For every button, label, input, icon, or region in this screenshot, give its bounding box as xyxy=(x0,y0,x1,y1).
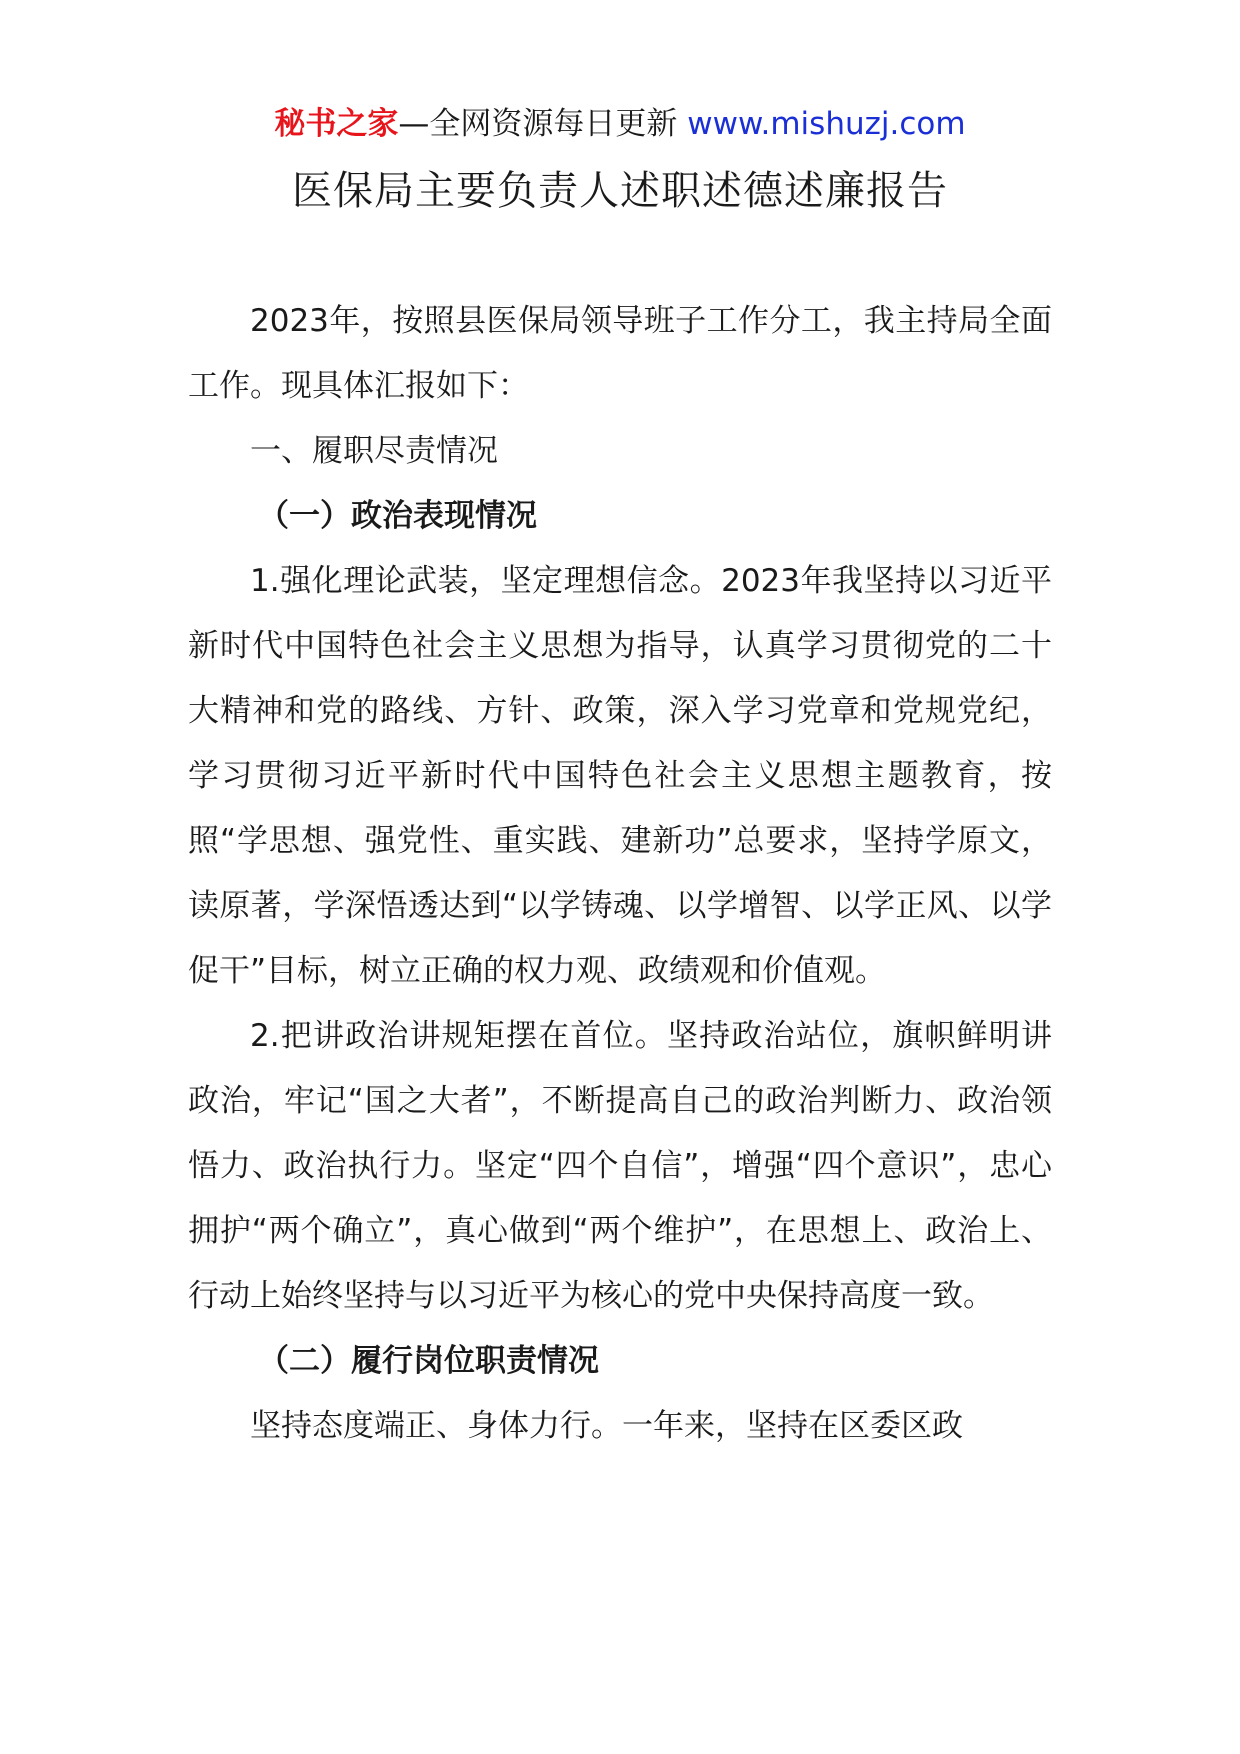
document-body xyxy=(188,289,1052,1459)
site-url-link[interactable]: www.mishuzj.com xyxy=(687,106,966,142)
site-banner xyxy=(0,102,1240,146)
section-heading: 一、履职尽责情况 xyxy=(250,433,498,469)
site-name: 秘书之家 xyxy=(274,106,399,142)
body-paragraph: 1.强化理论武装，坚定理想信念。2023年我坚持以习近平新时代中国特色社会主义思想为指导，认真学习贯彻党的二十大精神和党的路线、方针、政策，深入学习党章和党规党纪，学习贯彻习近平新时代中国特色社会主义思想主题教育，按照“学思想、强党性、重实践、建新功”总要求，坚持学原文，读原著，学深悟透达到“以学铸魂、以学增智、以学正风、以学促干”目标，树立正确的权力观、政绩观和价值观。 xyxy=(188,563,1052,989)
site-slogan: —全网资源每日更新 xyxy=(398,106,688,142)
document-title: 医保局主要负责人述职述德述廉报告 xyxy=(292,168,948,214)
body-paragraph: 2.把讲政治讲规矩摆在首位。坚持政治站位，旗帜鲜明讲政治，牢记“国之大者”，不断提高自己的政治判断力、政治领悟力、政治执行力。坚定“四个自信”，增强“四个意识”，忠心拥护“两个确立”，真心做到“两个维护”，在思想上、政治上、行动上始终坚持与以习近平为核心的党中央保持高度一致。 xyxy=(188,1018,1052,1314)
intro-paragraph: 2023年，按照县医保局领导班子工作分工，我主持局全面工作。现具体汇报如下： xyxy=(188,303,1052,404)
subsection-heading: （一）政治表现情况 xyxy=(258,498,537,534)
body-paragraph: 坚持态度端正、身体力行。一年来，坚持在区委区政 xyxy=(250,1408,963,1444)
subsection-heading: （二）履行岗位职责情况 xyxy=(258,1343,599,1379)
